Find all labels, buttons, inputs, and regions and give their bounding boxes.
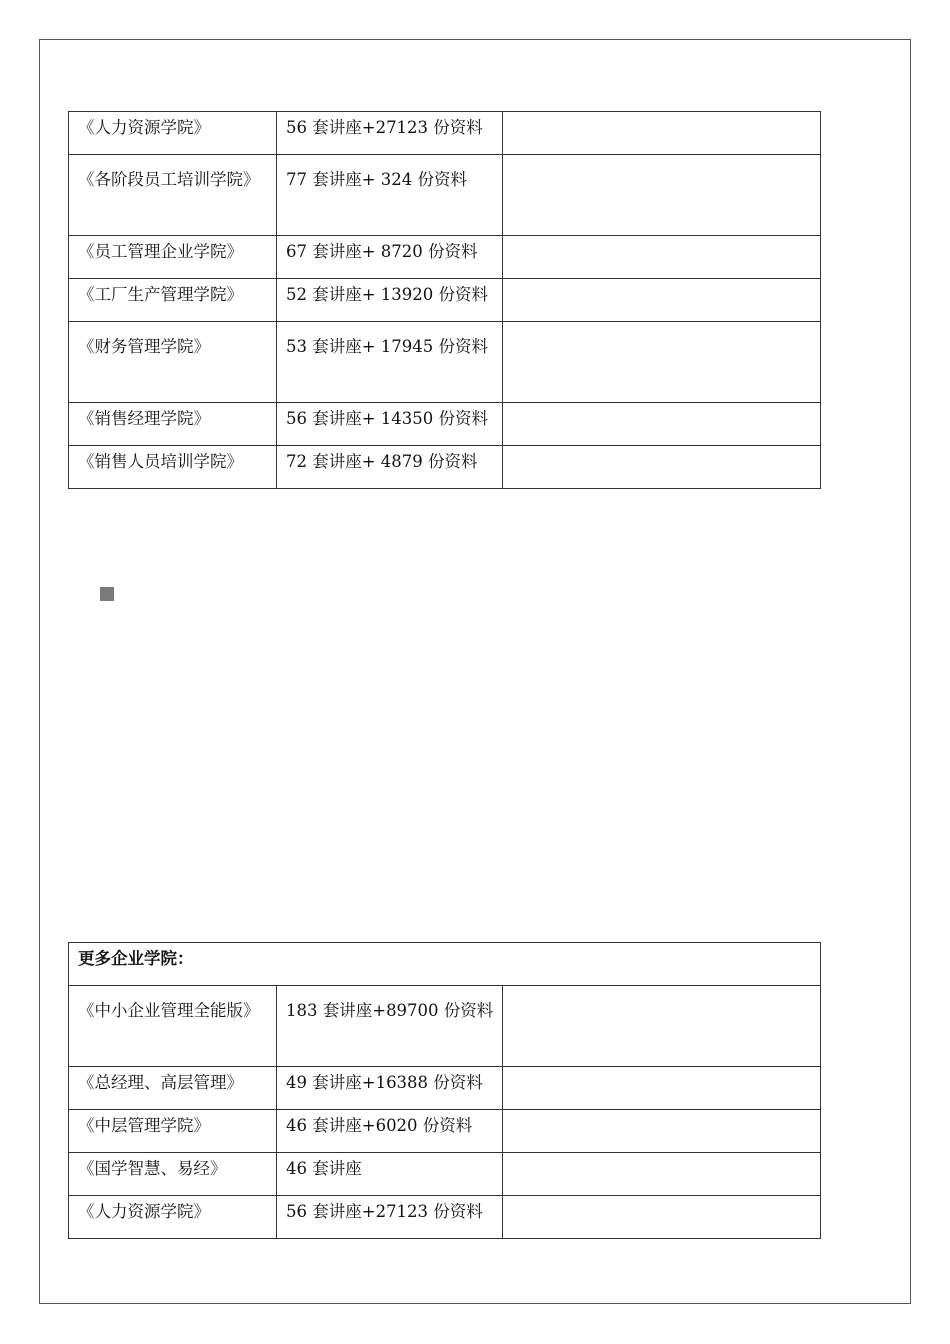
table-row [69,155,821,236]
table-row [69,1067,821,1110]
academy-name: 《员工管理企业学院》 [69,236,277,279]
academy-count: 56 套讲座+ 14350 份资料 [277,403,503,446]
academy-count: 183 套讲座+89700 份资料 [277,986,503,1067]
square-bullet-icon [100,587,114,601]
table-row [69,446,821,489]
academy-name: 《中小企业管理全能版》 [69,986,277,1067]
academy-count: 46 套讲座+6020 份资料 [277,1110,503,1153]
academy-extra [503,1067,821,1110]
academy-table-2 [68,942,821,1239]
table-row [69,322,821,403]
table-row [69,112,821,155]
table-row [69,279,821,322]
academy-extra [503,155,821,236]
academy-name: 《工厂生产管理学院》 [69,279,277,322]
academy-name: 《国学智慧、易经》 [69,1153,277,1196]
academy-extra [503,112,821,155]
academy-extra [503,236,821,279]
academy-count: 52 套讲座+ 13920 份资料 [277,279,503,322]
academy-count: 56 套讲座+27123 份资料 [277,1196,503,1239]
academy-count: 56 套讲座+27123 份资料 [277,112,503,155]
table-row [69,1110,821,1153]
academy-count: 67 套讲座+ 8720 份资料 [277,236,503,279]
table-header-row [69,943,821,986]
academy-extra [503,986,821,1067]
academy-extra [503,446,821,489]
academy-extra [503,322,821,403]
academy-count: 77 套讲座+ 324 份资料 [277,155,503,236]
academy-extra [503,1196,821,1239]
table-row [69,1153,821,1196]
academy-name: 《销售经理学院》 [69,403,277,446]
academy-count: 49 套讲座+16388 份资料 [277,1067,503,1110]
table-row [69,236,821,279]
academy-name: 《中层管理学院》 [69,1110,277,1153]
academy-name: 《人力资源学院》 [69,1196,277,1239]
academy-count: 46 套讲座 [277,1153,503,1196]
academy-count: 53 套讲座+ 17945 份资料 [277,322,503,403]
table-row [69,403,821,446]
academy-extra [503,279,821,322]
academy-extra [503,1110,821,1153]
academy-name: 《人力资源学院》 [69,112,277,155]
academy-extra [503,403,821,446]
table-row [69,986,821,1067]
academy-table-1 [68,111,821,489]
academy-name: 《总经理、高层管理》 [69,1067,277,1110]
table-header: 更多企业学院： [69,943,821,986]
academy-name: 《销售人员培训学院》 [69,446,277,489]
academy-name: 《财务管理学院》 [69,322,277,403]
table-row [69,1196,821,1239]
academy-count: 72 套讲座+ 4879 份资料 [277,446,503,489]
academy-name: 《各阶段员工培训学院》 [69,155,277,236]
academy-extra [503,1153,821,1196]
